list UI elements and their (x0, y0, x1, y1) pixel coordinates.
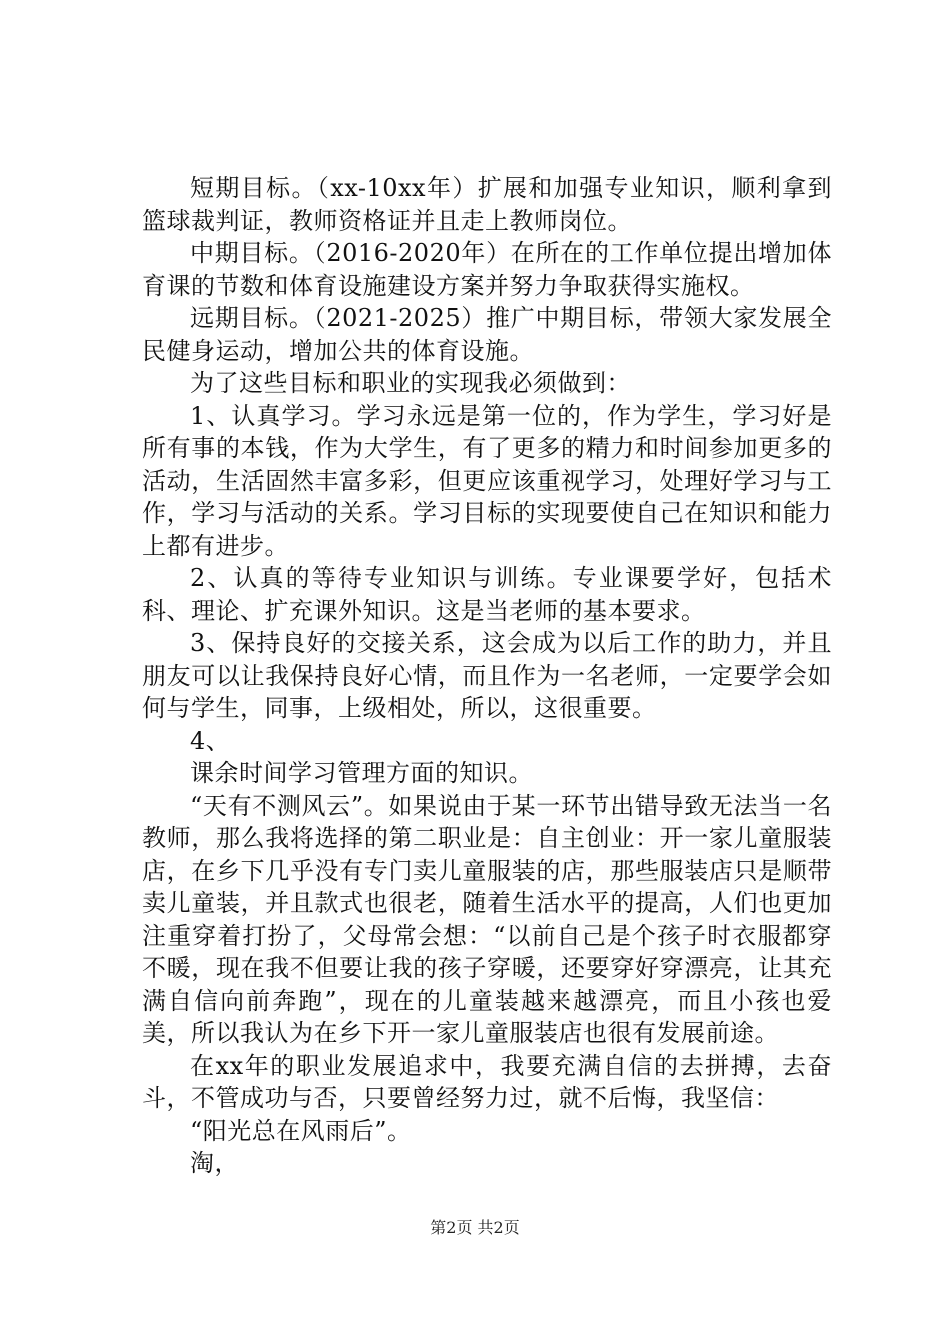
paragraph-item-4: 4、 (190, 726, 231, 755)
paragraph-conclusion: 在xx年的职业发展追求中，我要充满自信的去拼搏，去奋斗，不管成功与否，只要曾经努力过，就不后悔，我坚信： (142, 1051, 832, 1112)
paragraph-second-career: “天有不测风云”。如果说由于某一环节出错导致无法当一名教师，那么我将选择的第二职业是：自主创业：开一家儿童服装店，在乡下几乎没有专门卖儿童服装的店，那些服装店只是顺带卖儿童装，并且款式也很老，随着生活水平的提高，人们也更加注重穿着打扮了，父母常会想：“以前自己是个孩子时衣服都穿不暖，现在我不但要让我的孩子穿暖，还要穿好穿漂亮，让其充满自信向前奔跑”，现在的儿童装越来越漂亮，而且小孩也爱美，所以我认为在乡下开一家儿童服装店也很有发展前途。 (142, 791, 832, 1047)
paragraph-item-2: 2、认真的等待专业知识与训练。专业课要学好，包括术科、理论、扩充课外知识。这是当老师的基本要求。 (142, 564, 832, 625)
paragraph-mid-term-goal: 中期目标。（2016-2020年）在所在的工作单位提出增加体育课的节数和体育设施建设方案并努力争取获得实施权。 (142, 239, 832, 300)
paragraph-quote: “阳光总在风雨后”。 (190, 1116, 412, 1145)
paragraph-trailing: 淘， (190, 1149, 239, 1177)
page-footer (0, 1218, 950, 1238)
paragraph-requirements-intro: 为了这些目标和职业的实现我必须做到： (190, 369, 631, 397)
paragraph-item-1: 1、认真学习。学习永远是第一位的，作为学生，学习好是所有事的本钱，作为大学生，有了更多的精力和时间参加更多的活动，生活固然丰富多彩，但更应该重视学习，处理好学习与工作，学习与活动的关系。学习目标的实现要使自己在知识和能力上都有进步。 (142, 401, 832, 560)
page-number-label: 第2页 共2页 (430, 1218, 520, 1237)
document-body (142, 172, 832, 1180)
paragraph-item-4-text: 课余时间学习管理方面的知识。 (190, 759, 533, 787)
paragraph-item-3: 3、保持良好的交接关系，这会成为以后工作的助力，并且朋友可以让我保持良好心情，而且作为一名老师，一定要学会如何与学生，同事，上级相处，所以，这很重要。 (142, 629, 832, 722)
paragraph-short-term-goal: 短期目标。（xx-10xx年）扩展和加强专业知识，顺利拿到篮球裁判证，教师资格证并且走上教师岗位。 (142, 174, 832, 235)
paragraph-long-term-goal: 远期目标。（2021-2025）推广中期目标，带领大家发展全民健身运动，增加公共的体育设施。 (142, 304, 832, 365)
